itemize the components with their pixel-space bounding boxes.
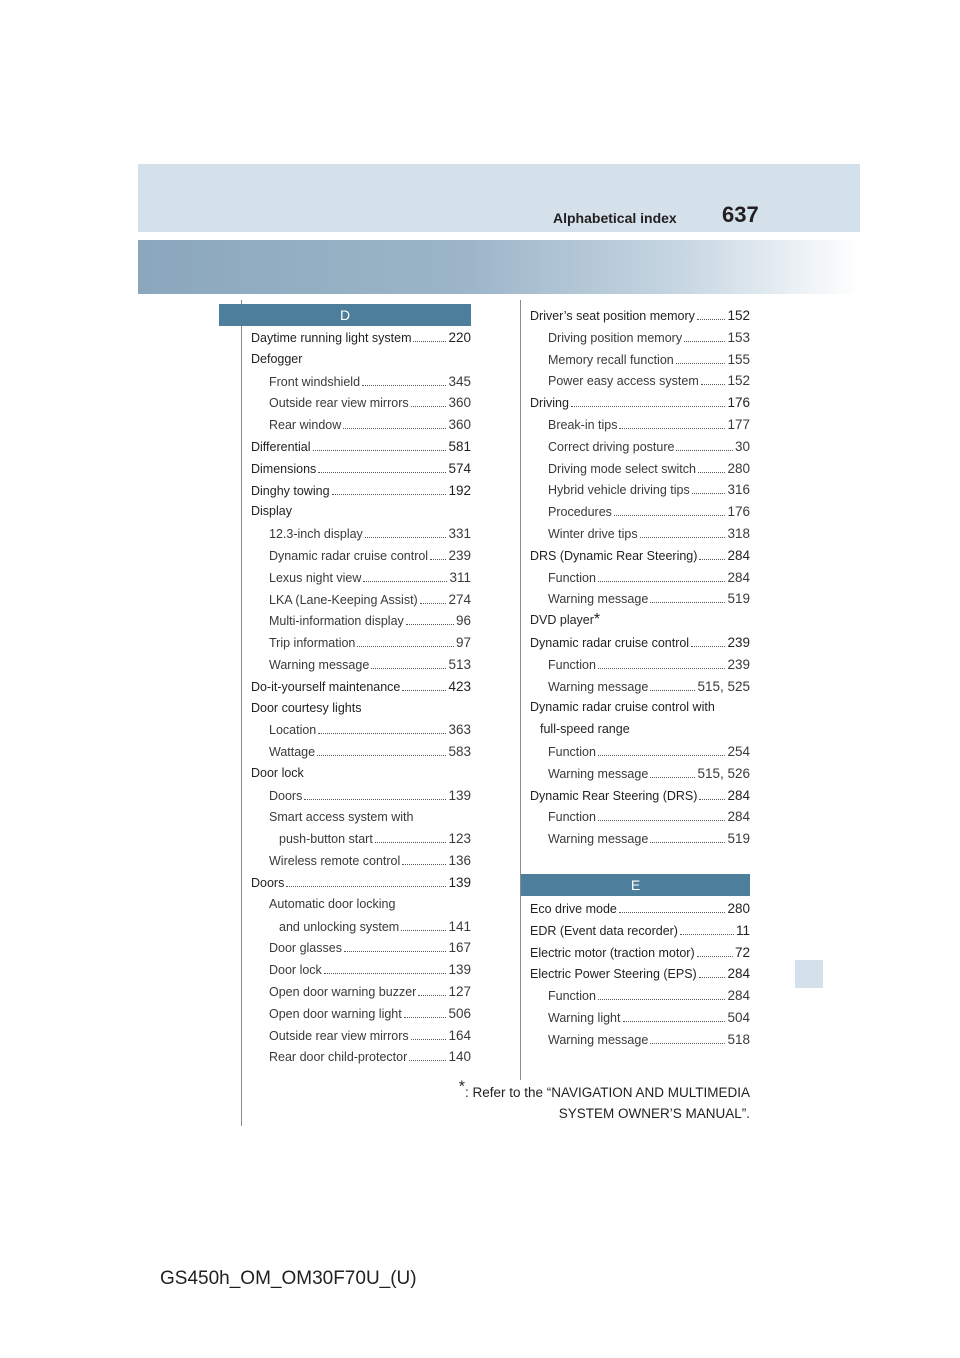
entry-page: 318	[727, 525, 750, 541]
leader-dots	[598, 573, 726, 582]
entry-text: push-button start	[279, 832, 373, 847]
index-entry	[530, 785, 750, 807]
entry-page: 11	[735, 922, 750, 938]
index-entry	[251, 567, 471, 589]
index-entry	[530, 501, 750, 523]
leader-dots	[313, 442, 447, 451]
entry-text: Dynamic radar cruise control with	[530, 700, 715, 715]
index-entry	[530, 828, 750, 850]
entry-text: Differential	[251, 439, 311, 454]
leader-dots	[430, 551, 446, 560]
entry-page: 239	[727, 656, 750, 672]
index-entry	[251, 458, 471, 480]
entry-text: Driver’s seat position memory	[530, 309, 695, 323]
entry-text: Lexus night view	[269, 570, 362, 585]
entry-text: Defogger	[251, 351, 303, 366]
index-entry	[251, 916, 471, 938]
index-entry	[251, 850, 471, 872]
entry-page: 136	[448, 853, 471, 869]
index-entry	[530, 327, 750, 349]
entry-text: EDR (Event data recorder)	[530, 923, 678, 938]
entry-text: Function	[548, 657, 596, 672]
entry-text: Door glasses	[269, 941, 342, 956]
leader-dots	[332, 486, 447, 495]
leader-dots	[362, 377, 446, 386]
entry-page: 574	[448, 460, 471, 476]
entry-page: 139	[448, 874, 471, 890]
leader-dots	[413, 334, 446, 343]
leader-dots	[402, 857, 446, 866]
entry-page: 345	[448, 373, 471, 389]
entry-text: Trip information	[269, 636, 356, 651]
section-header-e: E	[521, 874, 750, 896]
leader-dots	[699, 551, 725, 560]
leader-dots	[650, 835, 725, 844]
entry-text: Rear window	[269, 418, 342, 433]
entry-text: full-speed range	[540, 722, 630, 737]
entry-page: 177	[727, 416, 750, 432]
entry-text: Door lock	[269, 963, 322, 978]
index-entry	[530, 920, 750, 942]
footnote-star: *	[458, 1078, 465, 1096]
index-entry	[251, 349, 471, 371]
leader-dots	[365, 530, 447, 539]
leader-dots	[650, 595, 725, 604]
entry-page: 96	[455, 613, 471, 629]
entry-text: Warning message	[548, 1032, 649, 1047]
entry-text: Driving position memory	[548, 330, 683, 345]
entry-page: 504	[727, 1009, 750, 1025]
index-entry	[251, 719, 471, 741]
index-entry	[530, 370, 750, 392]
footnote	[400, 1078, 750, 1124]
entry-page: 152	[727, 308, 750, 323]
entry-text: Doors	[251, 875, 285, 890]
entry-page: 274	[448, 591, 471, 607]
entry-text: and unlocking system	[279, 919, 400, 934]
entry-text: Function	[548, 810, 596, 825]
entry-text: Memory recall function	[548, 352, 674, 367]
leader-dots	[420, 595, 447, 604]
index-entry	[530, 963, 750, 985]
index-entry	[530, 741, 750, 763]
entry-text: Hybrid vehicle driving tips	[548, 483, 690, 498]
entry-text: Electric motor (traction motor)	[530, 945, 695, 960]
index-entry	[251, 371, 471, 393]
entry-text: 12.3-inch display	[269, 527, 363, 542]
leader-dots	[692, 486, 726, 495]
entry-text: Wireless remote control	[269, 854, 401, 869]
leader-dots	[676, 442, 733, 451]
index-entry	[251, 523, 471, 545]
entry-page: 513	[448, 656, 471, 672]
leader-dots	[598, 660, 726, 669]
entry-text: Front windshield	[269, 374, 361, 389]
index-entry	[530, 632, 750, 654]
index-column-right-d	[530, 305, 750, 850]
entry-text: Dynamic Rear Steering (DRS)	[530, 788, 698, 803]
column-divider-left	[241, 300, 242, 1126]
entry-page: 515, 525	[697, 678, 750, 694]
index-entry	[251, 480, 471, 502]
entry-page: 284	[727, 809, 750, 825]
entry-page: 363	[448, 722, 471, 738]
leader-dots	[375, 835, 447, 844]
leader-dots	[697, 948, 733, 957]
leader-dots	[650, 682, 695, 691]
entry-text: LKA (Lane-Keeping Assist)	[269, 592, 418, 607]
entry-text: Function	[548, 570, 596, 585]
entry-text: Driving mode select switch	[548, 461, 696, 476]
leader-dots	[676, 355, 726, 364]
leader-dots	[357, 639, 454, 648]
entry-text: Function	[548, 989, 596, 1004]
entry-text: Driving	[530, 396, 569, 411]
entry-text: Multi-information display	[269, 614, 404, 629]
entry-page: 280	[727, 901, 750, 916]
leader-dots	[411, 1031, 447, 1040]
leader-dots	[598, 747, 726, 756]
entry-page: 72	[734, 944, 750, 960]
leader-dots	[317, 748, 446, 757]
entry-page: 140	[448, 1049, 471, 1065]
index-entry	[530, 567, 750, 589]
index-entry	[251, 589, 471, 611]
leader-dots	[614, 508, 726, 517]
entry-page: 139	[448, 787, 471, 803]
leader-dots	[344, 944, 447, 953]
leader-dots	[650, 769, 695, 778]
entry-text: Open door warning buzzer	[269, 984, 417, 999]
page-number: 637	[722, 202, 759, 227]
leader-dots	[598, 813, 726, 822]
entry-page: 139	[448, 962, 471, 978]
index-entry	[530, 806, 750, 828]
entry-page: 583	[448, 744, 471, 760]
entry-page: 153	[727, 329, 750, 345]
entry-page: 30	[734, 438, 750, 454]
index-entry	[530, 588, 750, 610]
header-gradient-band	[138, 240, 860, 294]
entry-page: 316	[727, 482, 750, 498]
leader-dots	[680, 926, 734, 935]
entry-text: Eco drive mode	[530, 902, 617, 916]
index-entry	[251, 1003, 471, 1025]
entry-page: 360	[448, 395, 471, 411]
index-entry	[530, 523, 750, 545]
leader-dots	[650, 1035, 725, 1044]
index-entry	[530, 392, 750, 414]
leader-dots	[411, 399, 447, 408]
entry-page: 331	[448, 526, 471, 542]
leader-dots	[698, 464, 726, 473]
leader-dots	[343, 421, 446, 430]
leader-dots	[402, 682, 446, 691]
entry-page: 123	[448, 831, 471, 847]
entry-page: 360	[448, 417, 471, 433]
index-entry	[530, 458, 750, 480]
index-entry	[530, 349, 750, 371]
entry-page: 284	[727, 966, 750, 982]
entry-text: Outside rear view mirrors	[269, 1028, 409, 1043]
index-entry	[530, 545, 750, 567]
index-entry	[251, 763, 471, 785]
entry-page: 519	[727, 831, 750, 847]
leader-dots	[324, 966, 447, 975]
entry-text: Doors	[269, 788, 303, 803]
index-entry	[530, 414, 750, 436]
leader-dots	[363, 573, 447, 582]
entry-text: Function	[548, 744, 596, 759]
leader-dots	[623, 1013, 726, 1022]
entry-text: Break-in tips	[548, 417, 618, 432]
index-entry	[530, 436, 750, 458]
index-entry	[530, 985, 750, 1007]
leader-dots	[701, 377, 726, 386]
entry-text: Smart access system with	[269, 809, 414, 824]
entry-page: 506	[448, 1005, 471, 1021]
entry-text: Correct driving posture	[548, 439, 675, 454]
leader-dots	[697, 312, 726, 321]
entry-text: Dinghy towing	[251, 483, 330, 498]
entry-page: 423	[448, 678, 471, 694]
index-entry	[251, 327, 471, 349]
entry-page: 164	[448, 1027, 471, 1043]
entry-page: 239	[448, 547, 471, 563]
index-entry	[530, 763, 750, 785]
entry-text: Winter drive tips	[548, 526, 638, 541]
entry-text: Wattage	[269, 745, 316, 760]
leader-dots	[404, 1009, 447, 1018]
entry-page: 518	[727, 1031, 750, 1047]
index-entry	[530, 697, 750, 719]
entry-page: 167	[448, 940, 471, 956]
entry-page: 176	[727, 504, 750, 520]
index-entry	[251, 981, 471, 1003]
index-entry	[530, 719, 750, 741]
leader-dots	[598, 992, 726, 1001]
entry-text: Rear door child-protector	[269, 1050, 408, 1065]
section-thumb-tab	[795, 960, 823, 988]
index-entry	[251, 392, 471, 414]
entry-text: Procedures	[548, 505, 612, 520]
entry-text: Warning message	[548, 766, 649, 781]
entry-text: Dimensions	[251, 461, 317, 476]
footnote-line-2: SYSTEM OWNER’S MANUAL”.	[558, 1106, 750, 1121]
page-title: Alphabetical index	[553, 210, 677, 226]
document-code: GS450h_OM_OM30F70U_(U)	[160, 1268, 417, 1289]
index-entry	[251, 807, 471, 829]
entry-page: 284	[727, 988, 750, 1004]
entry-text: Electric Power Steering (EPS)	[530, 967, 697, 982]
index-column-right-e	[530, 898, 750, 1051]
entry-page: 176	[727, 395, 750, 411]
entry-page: 239	[727, 634, 750, 650]
entry-text: Display	[251, 504, 292, 519]
entry-page: 97	[455, 635, 471, 651]
entry-page: 284	[727, 569, 750, 585]
leader-dots	[684, 333, 725, 342]
index-entry	[251, 501, 471, 523]
leader-dots	[318, 726, 446, 735]
index-entry	[530, 1029, 750, 1051]
index-entry	[251, 545, 471, 567]
entry-text: Do-it-yourself maintenance	[251, 679, 401, 694]
entry-page: 254	[727, 743, 750, 759]
entry-text: Open door warning light	[269, 1006, 402, 1021]
entry-text: Warning message	[269, 657, 370, 672]
entry-page: 519	[727, 591, 750, 607]
column-divider-middle	[520, 300, 521, 1080]
leader-dots	[640, 529, 726, 538]
leader-dots	[406, 617, 454, 626]
index-entry	[530, 1007, 750, 1029]
index-entry	[530, 654, 750, 676]
leader-dots	[304, 791, 446, 800]
leader-dots	[286, 878, 446, 887]
index-entry	[251, 894, 471, 916]
entry-text: DVD player	[530, 613, 594, 628]
entry-text: Daytime running light system	[251, 331, 412, 345]
leader-dots	[409, 1053, 446, 1062]
entry-text: Dynamic radar cruise control	[530, 635, 690, 650]
entry-text: Dynamic radar cruise control	[269, 548, 429, 563]
leader-dots	[699, 791, 725, 800]
entry-text: Warning message	[548, 832, 649, 847]
section-header-d: D	[219, 304, 471, 326]
index-entry	[251, 1046, 471, 1068]
entry-text: Automatic door locking	[269, 896, 396, 911]
entry-text: DRS (Dynamic Rear Steering)	[530, 548, 698, 563]
index-column-left	[251, 327, 471, 1068]
entry-page: 127	[448, 983, 471, 999]
entry-text: Outside rear view mirrors	[269, 396, 409, 411]
entry-page: 220	[448, 330, 471, 345]
index-entry	[530, 305, 750, 327]
index-entry	[251, 676, 471, 698]
index-entry	[251, 698, 471, 720]
entry-text: Power easy access system	[548, 374, 699, 389]
entry-page: 152	[727, 373, 750, 389]
entry-page: 192	[448, 482, 471, 498]
entry-page: 284	[727, 787, 750, 803]
entry-text: Warning light	[548, 1010, 621, 1025]
index-entry	[251, 785, 471, 807]
index-entry	[251, 937, 471, 959]
index-entry	[251, 1025, 471, 1047]
index-entry	[251, 414, 471, 436]
index-entry	[530, 898, 750, 920]
index-entry	[251, 741, 471, 763]
entry-text: Door courtesy lights	[251, 700, 362, 715]
leader-dots	[418, 987, 446, 996]
leader-dots	[371, 660, 446, 669]
index-entry: DVD player *	[530, 610, 750, 632]
index-entry	[251, 872, 471, 894]
entry-page: 311	[449, 569, 471, 585]
entry-text: Warning message	[548, 679, 649, 694]
index-entry	[251, 632, 471, 654]
leader-dots	[318, 464, 446, 473]
index-entry	[251, 436, 471, 458]
leader-dots	[619, 905, 726, 914]
entry-text: Warning message	[548, 592, 649, 607]
leader-dots	[619, 420, 725, 429]
index-entry	[251, 959, 471, 981]
leader-dots	[571, 399, 726, 408]
entry-page: 155	[727, 351, 750, 367]
entry-page: 280	[727, 460, 750, 476]
entry-page: 515, 526	[697, 765, 750, 781]
entry-page: 284	[727, 547, 750, 563]
entry-page: 141	[448, 918, 471, 934]
index-entry	[251, 654, 471, 676]
entry-text: Location	[269, 723, 317, 738]
leader-dots	[691, 638, 725, 647]
index-entry	[251, 828, 471, 850]
entry-page: 581	[448, 438, 471, 454]
leader-dots	[401, 922, 446, 931]
index-entry	[530, 676, 750, 698]
index-entry	[530, 479, 750, 501]
index-entry	[251, 610, 471, 632]
leader-dots	[699, 970, 726, 979]
entry-text: Door lock	[251, 765, 304, 780]
index-entry	[530, 942, 750, 964]
footnote-line-1: : Refer to the “NAVIGATION AND MULTIMEDIA	[464, 1085, 750, 1100]
